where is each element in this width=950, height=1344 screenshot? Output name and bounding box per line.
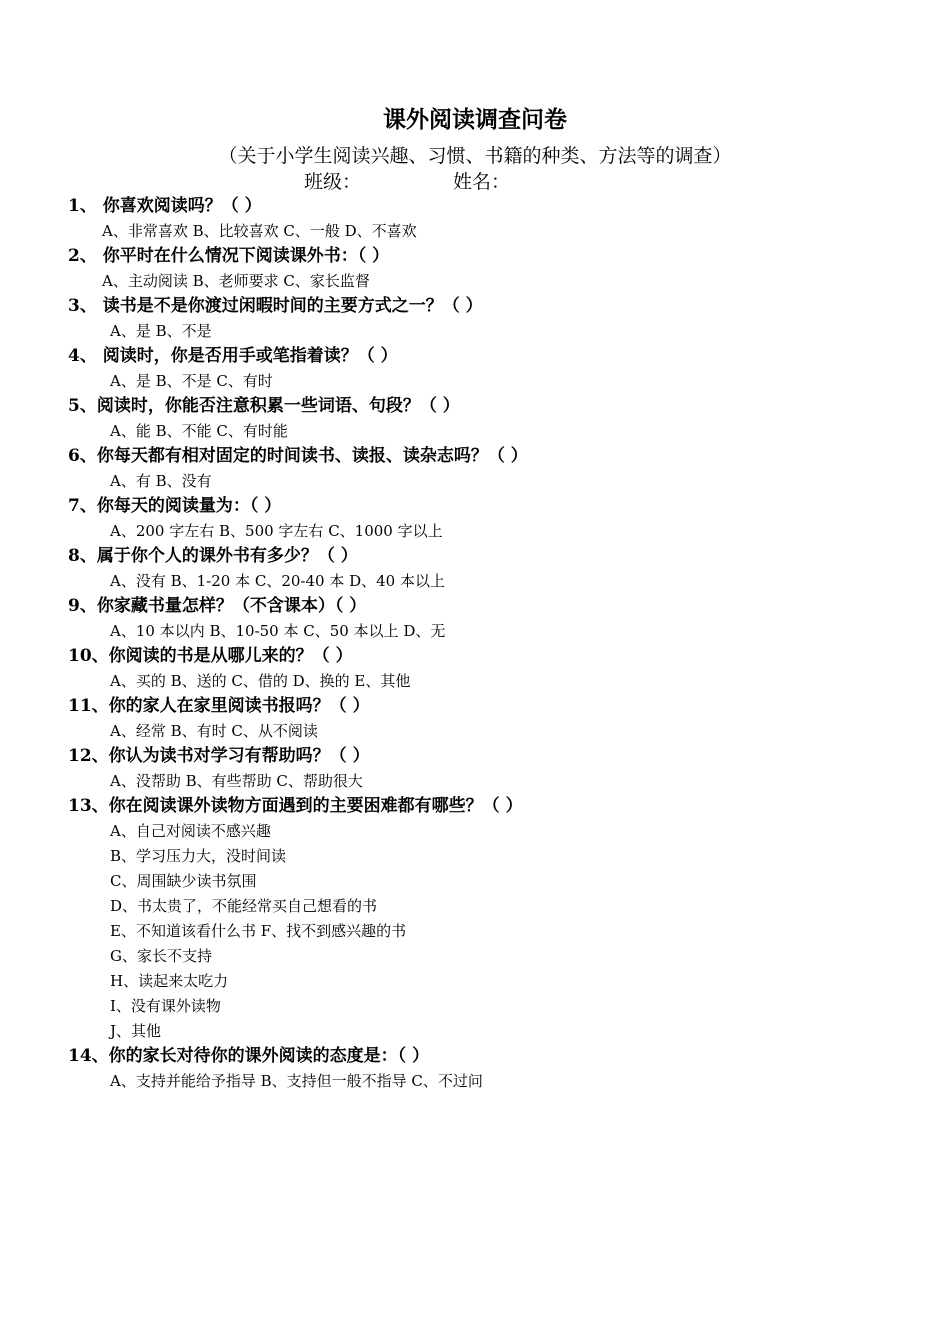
question-text: 1、 你喜欢阅读吗？（ ） xyxy=(68,196,262,216)
question-block xyxy=(68,794,928,1044)
question-option: J、其他 xyxy=(110,1022,162,1040)
question-option: D、书太贵了，不能经常买自己想看的书 xyxy=(110,897,378,915)
question-text: 14、你的家长对待你的课外阅读的态度是：（ ） xyxy=(68,1046,430,1066)
question-block xyxy=(68,594,928,644)
question-option: A、自己对阅读不感兴趣 xyxy=(110,822,271,840)
question-text: 6、你每天都有相对固定的时间读书、读报、读杂志吗？（ ） xyxy=(68,446,528,466)
question-options: A、没帮助 B、有些帮助 C、帮助很大 xyxy=(110,772,363,790)
question-option: C、周围缺少读书氛围 xyxy=(110,872,257,890)
question-block xyxy=(68,444,928,494)
question-options: A、非常喜欢 B、比较喜欢 C、一般 D、不喜欢 xyxy=(102,222,417,240)
question-block xyxy=(68,344,928,394)
question-options: A、主动阅读 B、老师要求 C、家长监督 xyxy=(102,272,370,290)
question-option: H、读起来太吃力 xyxy=(110,972,229,990)
question-text: 9、你家藏书量怎样？（不含课本）（ ） xyxy=(68,596,367,616)
question-block xyxy=(68,244,928,294)
question-options: A、经常 B、有时 C、从不阅读 xyxy=(110,722,318,740)
question-block xyxy=(68,544,928,594)
page-title: 课外阅读调查问卷 xyxy=(383,106,567,133)
question-block xyxy=(68,194,928,244)
question-text: 7、你每天的阅读量为：（ ） xyxy=(68,496,282,516)
question-block xyxy=(68,644,928,694)
question-options: A、支持并能给予指导 B、支持但一般不指导 C、不过问 xyxy=(110,1072,483,1090)
question-option: B、学习压力大，没时间读 xyxy=(110,847,287,865)
question-block xyxy=(68,494,928,544)
question-text: 5、阅读时，你能否注意积累一些词语、句段？（ ） xyxy=(68,396,460,416)
question-text: 10、你阅读的书是从哪儿来的？（ ） xyxy=(68,646,353,666)
class-label: 班级： xyxy=(304,171,362,193)
question-block xyxy=(68,1044,928,1094)
question-options: A、是 B、不是 xyxy=(110,322,212,340)
question-list xyxy=(68,194,928,1094)
question-text: 13、你在阅读课外读物方面遇到的主要困难都有哪些？（ ） xyxy=(68,796,523,816)
question-option: G、家长不支持 xyxy=(110,947,212,965)
question-text: 12、你认为读书对学习有帮助吗？（ ） xyxy=(68,746,370,766)
question-options: A、10 本以内 B、10-50 本 C、50 本以上 D、无 xyxy=(110,622,446,640)
question-options: A、是 B、不是 C、有时 xyxy=(110,372,273,390)
page-subtitle: （关于小学生阅读兴趣、习惯、书籍的种类、方法等的调查） xyxy=(218,145,732,167)
question-text: 2、 你平时在什么情况下阅读课外书：（ ） xyxy=(68,246,390,266)
question-block xyxy=(68,394,928,444)
question-options: A、能 B、不能 C、有时能 xyxy=(110,422,288,440)
question-block xyxy=(68,294,928,344)
name-label: 姓名： xyxy=(453,171,511,193)
question-options: A、没有 B、1-20 本 C、20-40 本 D、40 本以上 xyxy=(110,572,445,590)
question-option: I、没有课外读物 xyxy=(110,997,221,1015)
question-text: 3、 读书是不是你渡过闲暇时间的主要方式之一？（ ） xyxy=(68,296,483,316)
question-options: A、买的 B、送的 C、借的 D、换的 E、其他 xyxy=(110,672,411,690)
question-options: A、有 B、没有 xyxy=(110,472,212,490)
question-option: E、不知道该看什么书 F、找不到感兴趣的书 xyxy=(110,922,407,940)
question-block xyxy=(68,694,928,744)
question-block xyxy=(68,744,928,794)
question-options: A、200 字左右 B、500 字左右 C、1000 字以上 xyxy=(110,522,443,540)
question-text: 4、 阅读时，你是否用手或笔指着读？（ ） xyxy=(68,346,398,366)
question-text: 8、属于你个人的课外书有多少？（ ） xyxy=(68,546,358,566)
question-text: 11、你的家人在家里阅读书报吗？（ ） xyxy=(68,696,370,716)
